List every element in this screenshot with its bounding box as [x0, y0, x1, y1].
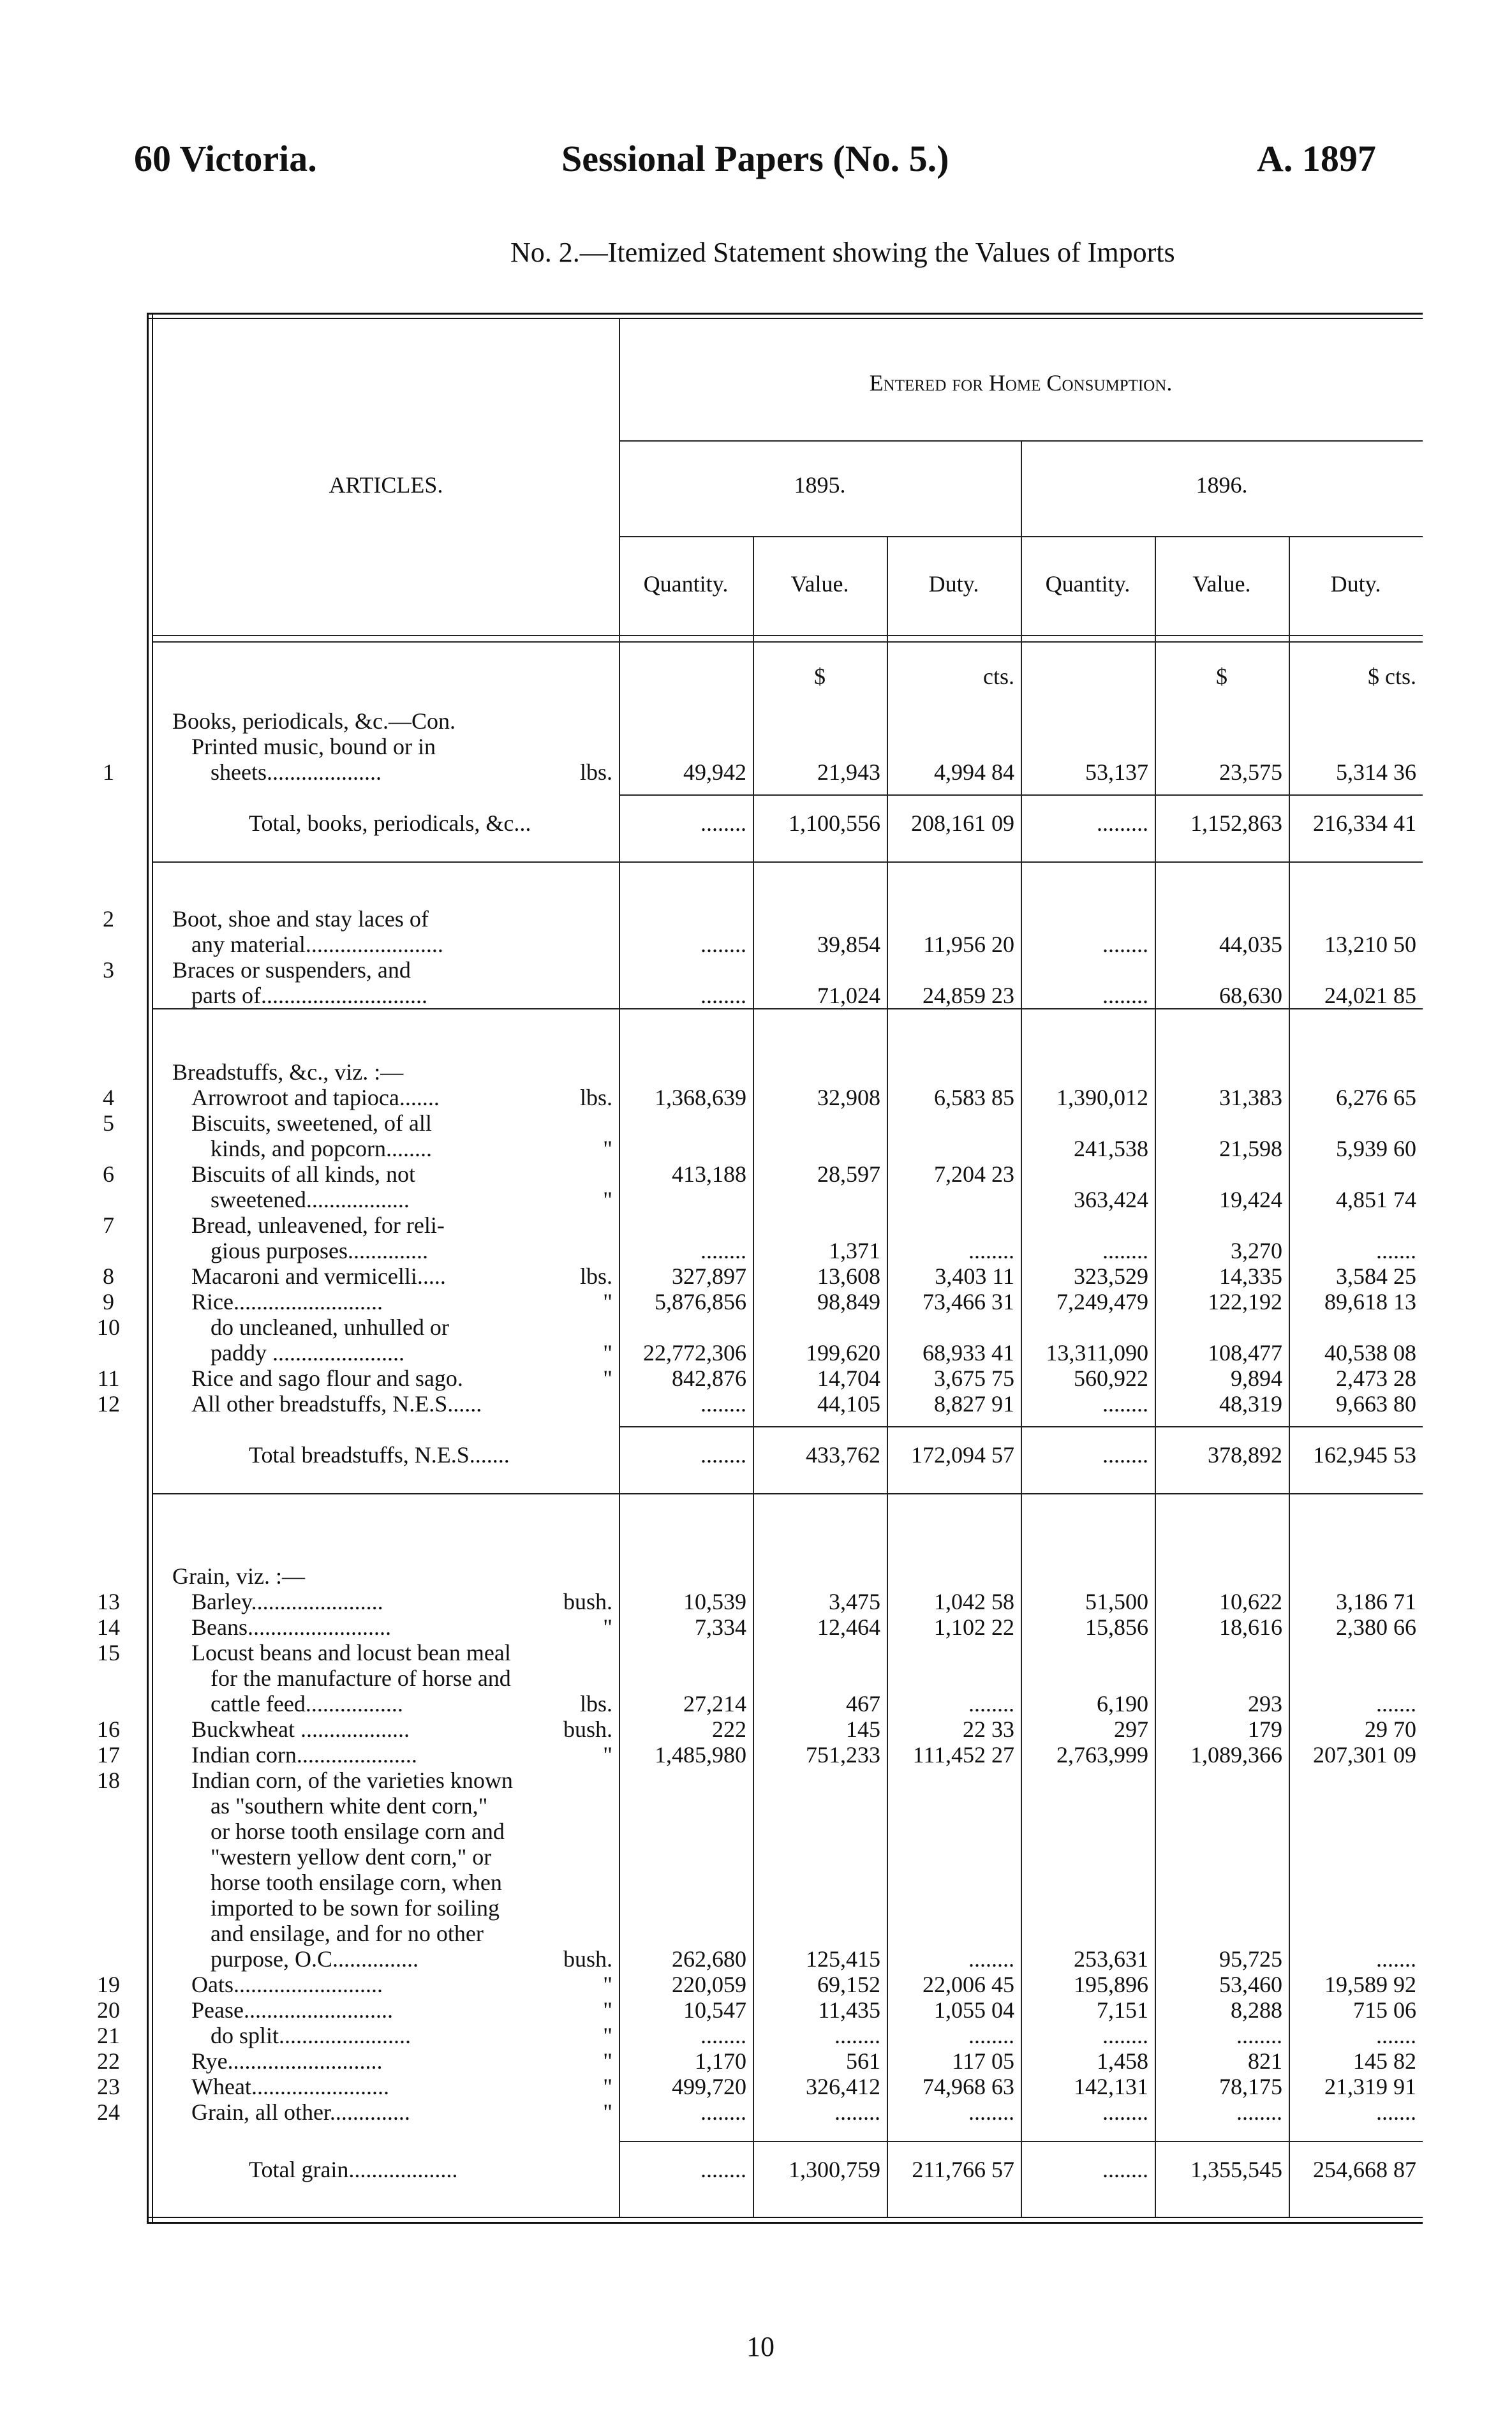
article-label: paddy ....................... — [211, 1340, 404, 1366]
article-label: Rice.......................... — [191, 1289, 383, 1314]
cell-q96: 560,922 — [1074, 1366, 1148, 1391]
cell-q95: 7,334 — [695, 1614, 746, 1640]
article-label: or horse tooth ensilage corn and — [211, 1819, 505, 1844]
cell-q95: ........ — [700, 2099, 746, 2125]
article-label: Grain, all other.............. — [191, 2099, 410, 2125]
unit-label: bush. — [563, 1716, 612, 1742]
unit-label: " — [603, 1136, 612, 1161]
cell-v96: 78,175 — [1219, 2074, 1282, 2099]
cell-q95: 842,876 — [672, 1366, 746, 1391]
cell-v95: 326,412 — [806, 2074, 880, 2099]
article-label: Oats.......................... — [191, 1972, 383, 1997]
article-label: Macaroni and vermicelli..... — [191, 1263, 446, 1289]
line-number: 22 — [97, 2048, 120, 2074]
unit-label: " — [603, 1972, 612, 1997]
unit-dollar-cts-1896: $ cts. — [1368, 664, 1416, 689]
line-number: 5 — [103, 1110, 114, 1136]
unit-label: " — [603, 1187, 612, 1212]
cell-v96: ........ — [1236, 2099, 1282, 2125]
cell-d95: 211,766 57 — [912, 2157, 1014, 2182]
cell-v95: 125,415 — [806, 1946, 880, 1972]
cell-q96: 51,500 — [1085, 1589, 1148, 1614]
cell-q95: ........ — [700, 983, 746, 1008]
cell-v96: 18,616 — [1219, 1614, 1282, 1640]
article-label: "western yellow dent corn," or — [211, 1844, 492, 1870]
article-label: Pease.......................... — [191, 1997, 393, 2023]
cell-d96: 4,851 74 — [1336, 1187, 1416, 1212]
cell-v96: 21,598 — [1219, 1136, 1282, 1161]
unit-label: " — [603, 1742, 612, 1768]
cell-q95: ........ — [700, 2023, 746, 2048]
cell-v96: ........ — [1236, 2023, 1282, 2048]
cell-v95: 561 — [846, 2048, 880, 2074]
cell-v96: 1,355,545 — [1190, 2157, 1282, 2182]
cell-q95: ........ — [700, 810, 746, 836]
unit-label: lbs. — [579, 1691, 612, 1716]
unit-label: bush. — [563, 1589, 612, 1614]
col-duty-1896: Duty. — [1330, 571, 1381, 597]
cell-d95: 1,042 58 — [934, 1589, 1014, 1614]
cell-q96: ........ — [1102, 932, 1148, 957]
cell-d96: 207,301 09 — [1313, 1742, 1416, 1768]
unit-label: " — [603, 1289, 612, 1314]
article-label: Rye........................... — [191, 2048, 383, 2074]
cell-q96: 6,190 — [1097, 1691, 1148, 1716]
cell-v95: 21,943 — [817, 759, 880, 785]
cell-d95: 7,204 23 — [934, 1161, 1014, 1187]
cell-d96: 19,589 92 — [1324, 1972, 1416, 1997]
cell-v95: 14,704 — [817, 1366, 880, 1391]
cell-q96: 7,249,479 — [1056, 1289, 1148, 1314]
cell-q96: ........ — [1102, 2157, 1148, 2182]
cell-v95: 433,762 — [806, 1442, 880, 1468]
article-label: sheets.................... — [211, 759, 382, 785]
cell-v95: 12,464 — [817, 1614, 880, 1640]
col-duty-1895: Duty. — [928, 571, 979, 597]
cell-d95: 208,161 09 — [911, 810, 1014, 836]
year-1895: 1895. — [794, 472, 846, 498]
article-label: Total grain................... — [249, 2157, 458, 2182]
cell-q96: 13,311,090 — [1046, 1340, 1148, 1366]
cell-d95: 8,827 91 — [934, 1391, 1014, 1417]
articles-header: ARTICLES. — [329, 472, 443, 498]
cell-d96: 13,210 50 — [1324, 932, 1416, 957]
cell-d95: 73,466 31 — [923, 1289, 1014, 1314]
cell-v96: 9,894 — [1231, 1366, 1282, 1391]
cell-d96: 3,186 71 — [1336, 1589, 1416, 1614]
cell-d95: ........ — [968, 1946, 1014, 1972]
cell-q95: 27,214 — [683, 1691, 746, 1716]
cell-q96: ........ — [1102, 1238, 1148, 1263]
line-number: 23 — [97, 2074, 120, 2099]
cell-v95: 467 — [846, 1691, 880, 1716]
cell-d96: 216,334 41 — [1313, 810, 1416, 836]
cell-q95: 220,059 — [672, 1972, 746, 1997]
line-number: 19 — [97, 1972, 120, 1997]
cell-d95: 6,583 85 — [934, 1085, 1014, 1110]
line-number: 13 — [97, 1589, 120, 1614]
line-number: 1 — [103, 759, 114, 785]
cell-q96: 7,151 — [1097, 1997, 1148, 2023]
cell-v95: 44,105 — [817, 1391, 880, 1417]
line-number: 21 — [97, 2023, 120, 2048]
cell-d95: 74,968 63 — [923, 2074, 1014, 2099]
cell-q95: 413,188 — [672, 1161, 746, 1187]
cell-d95: 24,859 23 — [923, 983, 1014, 1008]
cell-v95: 69,152 — [817, 1972, 880, 1997]
line-number: 4 — [103, 1085, 114, 1110]
cell-q95: ........ — [700, 1391, 746, 1417]
cell-q96: ........ — [1102, 1391, 1148, 1417]
cell-q95: 10,547 — [683, 1997, 746, 2023]
imports-table — [97, 313, 1423, 2227]
cell-q95: 22,772,306 — [643, 1340, 746, 1366]
article-label: Barley....................... — [191, 1589, 383, 1614]
cell-v95: 1,100,556 — [789, 810, 880, 836]
cell-q96: 2,763,999 — [1056, 1742, 1148, 1768]
cell-d95: ........ — [968, 1691, 1014, 1716]
article-label: parts of............................. — [191, 983, 427, 1008]
line-number: 2 — [103, 906, 114, 932]
cell-v95: 199,620 — [806, 1340, 880, 1366]
cell-q96: 1,390,012 — [1056, 1085, 1148, 1110]
cell-d96: 5,939 60 — [1336, 1136, 1416, 1161]
cell-d95: 1,055 04 — [934, 1997, 1014, 2023]
header-middle: Sessional Papers (No. 5.) — [561, 138, 949, 179]
article-label: for the manufacture of horse and — [211, 1665, 511, 1691]
line-number: 15 — [97, 1640, 120, 1665]
unit-dollar-1895: $ — [814, 664, 826, 689]
cell-q96: 15,856 — [1085, 1614, 1148, 1640]
article-label: purpose, O.C............... — [211, 1946, 419, 1972]
line-number: 14 — [97, 1614, 120, 1640]
header-right: A. 1897 — [1257, 138, 1376, 179]
line-number: 10 — [97, 1314, 120, 1340]
cell-v96: 44,035 — [1219, 932, 1282, 957]
cell-d96: 40,538 08 — [1324, 1340, 1416, 1366]
unit-label: " — [603, 2099, 612, 2125]
line-number: 8 — [103, 1263, 114, 1289]
article-label: Buckwheat ................... — [191, 1716, 410, 1742]
group-header: Entered for Home Consumption. — [869, 370, 1173, 396]
header-left: 60 Victoria. — [134, 138, 317, 179]
col-value-1895: Value. — [790, 571, 849, 597]
unit-label: " — [603, 2023, 612, 2048]
article-label: as "southern white dent corn," — [211, 1793, 488, 1819]
cell-v96: 48,319 — [1219, 1391, 1282, 1417]
cell-q96: ........ — [1102, 2023, 1148, 2048]
cell-d95: 3,403 11 — [935, 1263, 1014, 1289]
year-1896: 1896. — [1196, 472, 1248, 498]
unit-label: " — [603, 2048, 612, 2074]
cell-q95: 222 — [712, 1716, 746, 1742]
line-number: 16 — [97, 1716, 120, 1742]
line-number: 7 — [103, 1212, 114, 1238]
article-label: Rice and sago flour and sago. — [191, 1366, 463, 1391]
cell-q96: 241,538 — [1074, 1136, 1148, 1161]
article-label: Biscuits, sweetened, of all — [191, 1110, 432, 1136]
cell-v96: 8,288 — [1231, 1997, 1282, 2023]
unit-label: lbs. — [579, 759, 612, 785]
article-label: Indian corn, of the varieties known — [191, 1768, 513, 1793]
cell-v96: 14,335 — [1219, 1263, 1282, 1289]
cell-q96: 363,424 — [1074, 1187, 1148, 1212]
unit-label: bush. — [563, 1946, 612, 1972]
line-number: 18 — [97, 1768, 120, 1793]
cell-d95: 3,675 75 — [934, 1366, 1014, 1391]
cell-v95: 98,849 — [817, 1289, 880, 1314]
cell-d96: 21,319 91 — [1324, 2074, 1416, 2099]
cell-q96: ........ — [1102, 983, 1148, 1008]
cell-v95: 39,854 — [817, 932, 880, 957]
cell-v95: ........ — [834, 2099, 880, 2125]
cell-q96: 323,529 — [1074, 1263, 1148, 1289]
line-number: 17 — [97, 1742, 120, 1768]
cell-d96: ....... — [1376, 1946, 1416, 1972]
line-number: 11 — [97, 1366, 120, 1391]
cell-d96: 29 70 — [1365, 1716, 1416, 1742]
cell-q96: 53,137 — [1085, 759, 1148, 785]
cell-d96: 6,276 65 — [1336, 1085, 1416, 1110]
cell-v95: 28,597 — [817, 1161, 880, 1187]
unit-label: lbs. — [579, 1263, 612, 1289]
article-label: Arrowroot and tapioca....... — [191, 1085, 440, 1110]
article-label: All other breadstuffs, N.E.S...... — [191, 1391, 482, 1417]
cell-d95: 68,933 41 — [923, 1340, 1014, 1366]
cell-d96: 162,945 53 — [1313, 1442, 1416, 1468]
cell-v95: 11,435 — [818, 1997, 880, 2023]
cell-d96: ....... — [1376, 1691, 1416, 1716]
cell-q96: 253,631 — [1074, 1946, 1148, 1972]
cell-v95: 3,475 — [829, 1589, 880, 1614]
cell-q95: 5,876,856 — [655, 1289, 746, 1314]
article-label: Grain, viz. :— — [172, 1563, 305, 1589]
cell-v96: 10,622 — [1219, 1589, 1282, 1614]
cell-v96: 821 — [1248, 2048, 1282, 2074]
cell-d96: 145 82 — [1353, 2048, 1416, 2074]
article-label: cattle feed................. — [211, 1691, 403, 1716]
article-label: any material........................ — [191, 932, 443, 957]
cell-v96: 23,575 — [1219, 759, 1282, 785]
unit-label: lbs. — [579, 1085, 612, 1110]
unit-label: " — [603, 2074, 612, 2099]
cell-q95: 10,539 — [683, 1589, 746, 1614]
cell-v95: 1,300,759 — [789, 2157, 880, 2182]
article-label: Printed music, bound or in — [191, 734, 436, 759]
article-label: do split....................... — [211, 2023, 411, 2048]
page-number: 10 — [746, 2331, 775, 2362]
cell-q95: 1,368,639 — [655, 1085, 746, 1110]
cell-q96: ........ — [1102, 2099, 1148, 2125]
line-number: 24 — [97, 2099, 120, 2125]
cell-v96: 179 — [1248, 1716, 1282, 1742]
line-number: 3 — [103, 957, 114, 983]
cell-v95: 13,608 — [817, 1263, 880, 1289]
unit-dollar-1896: $ — [1216, 664, 1227, 689]
cell-d96: ....... — [1376, 1238, 1416, 1263]
article-label: gious purposes.............. — [211, 1238, 428, 1263]
cell-v96: 95,725 — [1219, 1946, 1282, 1972]
cell-d95: ........ — [968, 1238, 1014, 1263]
line-number: 12 — [97, 1391, 120, 1417]
cell-d95: 11,956 20 — [923, 932, 1014, 957]
article-label: Boot, shoe and stay laces of — [172, 906, 429, 932]
cell-d96: 24,021 85 — [1324, 983, 1416, 1008]
article-label: kinds, and popcorn........ — [211, 1136, 432, 1161]
article-label: Total breadstuffs, N.E.S....... — [249, 1442, 510, 1468]
article-label: do uncleaned, unhulled or — [211, 1314, 449, 1340]
article-label: horse tooth ensilage corn, when — [211, 1870, 502, 1895]
unit-label: " — [603, 1614, 612, 1640]
unit-label: " — [603, 1340, 612, 1366]
cell-v95: 145 — [846, 1716, 880, 1742]
article-label: imported to be sown for soiling — [211, 1895, 500, 1921]
cell-v96: 108,477 — [1208, 1340, 1282, 1366]
article-label: Bread, unleavened, for reli- — [191, 1212, 445, 1238]
cell-v96: 68,630 — [1219, 983, 1282, 1008]
cell-v96: 3,270 — [1231, 1238, 1282, 1263]
article-label: Total, books, periodicals, &c... — [249, 810, 531, 836]
cell-v95: 751,233 — [806, 1742, 880, 1768]
line-number: 20 — [97, 1997, 120, 2023]
cell-q95: ........ — [700, 1442, 746, 1468]
cell-d96: 715 06 — [1353, 1997, 1416, 2023]
cell-q96: 142,131 — [1074, 2074, 1148, 2099]
cell-d96: 9,663 80 — [1336, 1391, 1416, 1417]
cell-v96: 1,089,366 — [1190, 1742, 1282, 1768]
cell-d95: 22 33 — [963, 1716, 1014, 1742]
cell-q95: 1,170 — [695, 2048, 746, 2074]
article-label: and ensilage, and for no other — [211, 1921, 484, 1946]
cell-q95: ........ — [700, 932, 746, 957]
cell-v96: 1,152,863 — [1190, 810, 1282, 836]
cell-d95: 117 05 — [952, 2048, 1014, 2074]
cell-q95: 327,897 — [672, 1263, 746, 1289]
unit-cts-1895: cts. — [983, 664, 1014, 689]
cell-v95: 1,371 — [829, 1238, 880, 1263]
cell-d96: ....... — [1376, 2023, 1416, 2048]
cell-v95: ........ — [834, 2023, 880, 2048]
cell-q96: ......... — [1097, 810, 1148, 836]
cell-d95: 1,102 22 — [934, 1614, 1014, 1640]
table-subtitle: No. 2.—Itemized Statement showing the Values of Imports — [510, 237, 1175, 268]
cell-q95: ........ — [700, 2157, 746, 2182]
line-number: 9 — [103, 1289, 114, 1314]
cell-d96: 5,314 36 — [1336, 759, 1416, 785]
cell-v96: 31,383 — [1219, 1085, 1282, 1110]
cell-v96: 293 — [1248, 1691, 1282, 1716]
cell-v96: 19,424 — [1219, 1187, 1282, 1212]
cell-q95: 49,942 — [683, 759, 746, 785]
cell-d96: 2,380 66 — [1336, 1614, 1416, 1640]
cell-q96: 297 — [1114, 1716, 1148, 1742]
cell-q96: 195,896 — [1074, 1972, 1148, 1997]
cell-q96: 1,458 — [1097, 2048, 1148, 2074]
cell-d95: 22,006 45 — [923, 1972, 1014, 1997]
cell-d95: 172,094 57 — [911, 1442, 1014, 1468]
cell-d95: 4,994 84 — [934, 759, 1014, 785]
cell-d95: 111,452 27 — [912, 1742, 1014, 1768]
article-label: Braces or suspenders, and — [172, 957, 411, 983]
col-quantity-1895: Quantity. — [643, 571, 729, 597]
line-number: 6 — [103, 1161, 114, 1187]
cell-q95: 1,485,980 — [655, 1742, 746, 1768]
article-label: Beans......................... — [191, 1614, 391, 1640]
article-label: Indian corn..................... — [191, 1742, 417, 1768]
cell-v95: 32,908 — [817, 1085, 880, 1110]
article-label: Breadstuffs, &c., viz. :— — [172, 1059, 404, 1085]
col-value-1896: Value. — [1192, 571, 1251, 597]
article-label: Books, periodicals, &c.—Con. — [172, 708, 456, 734]
article-label: Biscuits of all kinds, not — [191, 1161, 415, 1187]
cell-q95: ........ — [700, 1238, 746, 1263]
article-label: Locust beans and locust bean meal — [191, 1640, 511, 1665]
unit-label: " — [603, 1997, 612, 2023]
cell-d95: ........ — [968, 2099, 1014, 2125]
cell-d96: 254,668 87 — [1313, 2157, 1416, 2182]
unit-label: " — [603, 1366, 612, 1391]
col-quantity-1896: Quantity. — [1045, 571, 1130, 597]
article-label: Wheat........................ — [191, 2074, 389, 2099]
cell-q95: 499,720 — [672, 2074, 746, 2099]
cell-v96: 122,192 — [1208, 1289, 1282, 1314]
cell-q95: 262,680 — [672, 1946, 746, 1972]
cell-v96: 53,460 — [1219, 1972, 1282, 1997]
cell-v96: 378,892 — [1208, 1442, 1282, 1468]
cell-v95: 71,024 — [817, 983, 880, 1008]
cell-d95: ........ — [968, 2023, 1014, 2048]
cell-d96: 3,584 25 — [1336, 1263, 1416, 1289]
cell-d96: ....... — [1376, 2099, 1416, 2125]
cell-d96: 2,473 28 — [1336, 1366, 1416, 1391]
cell-d96: 89,618 13 — [1324, 1289, 1416, 1314]
article-label: sweetened.................. — [211, 1187, 410, 1212]
cell-q96: ........ — [1102, 1442, 1148, 1468]
